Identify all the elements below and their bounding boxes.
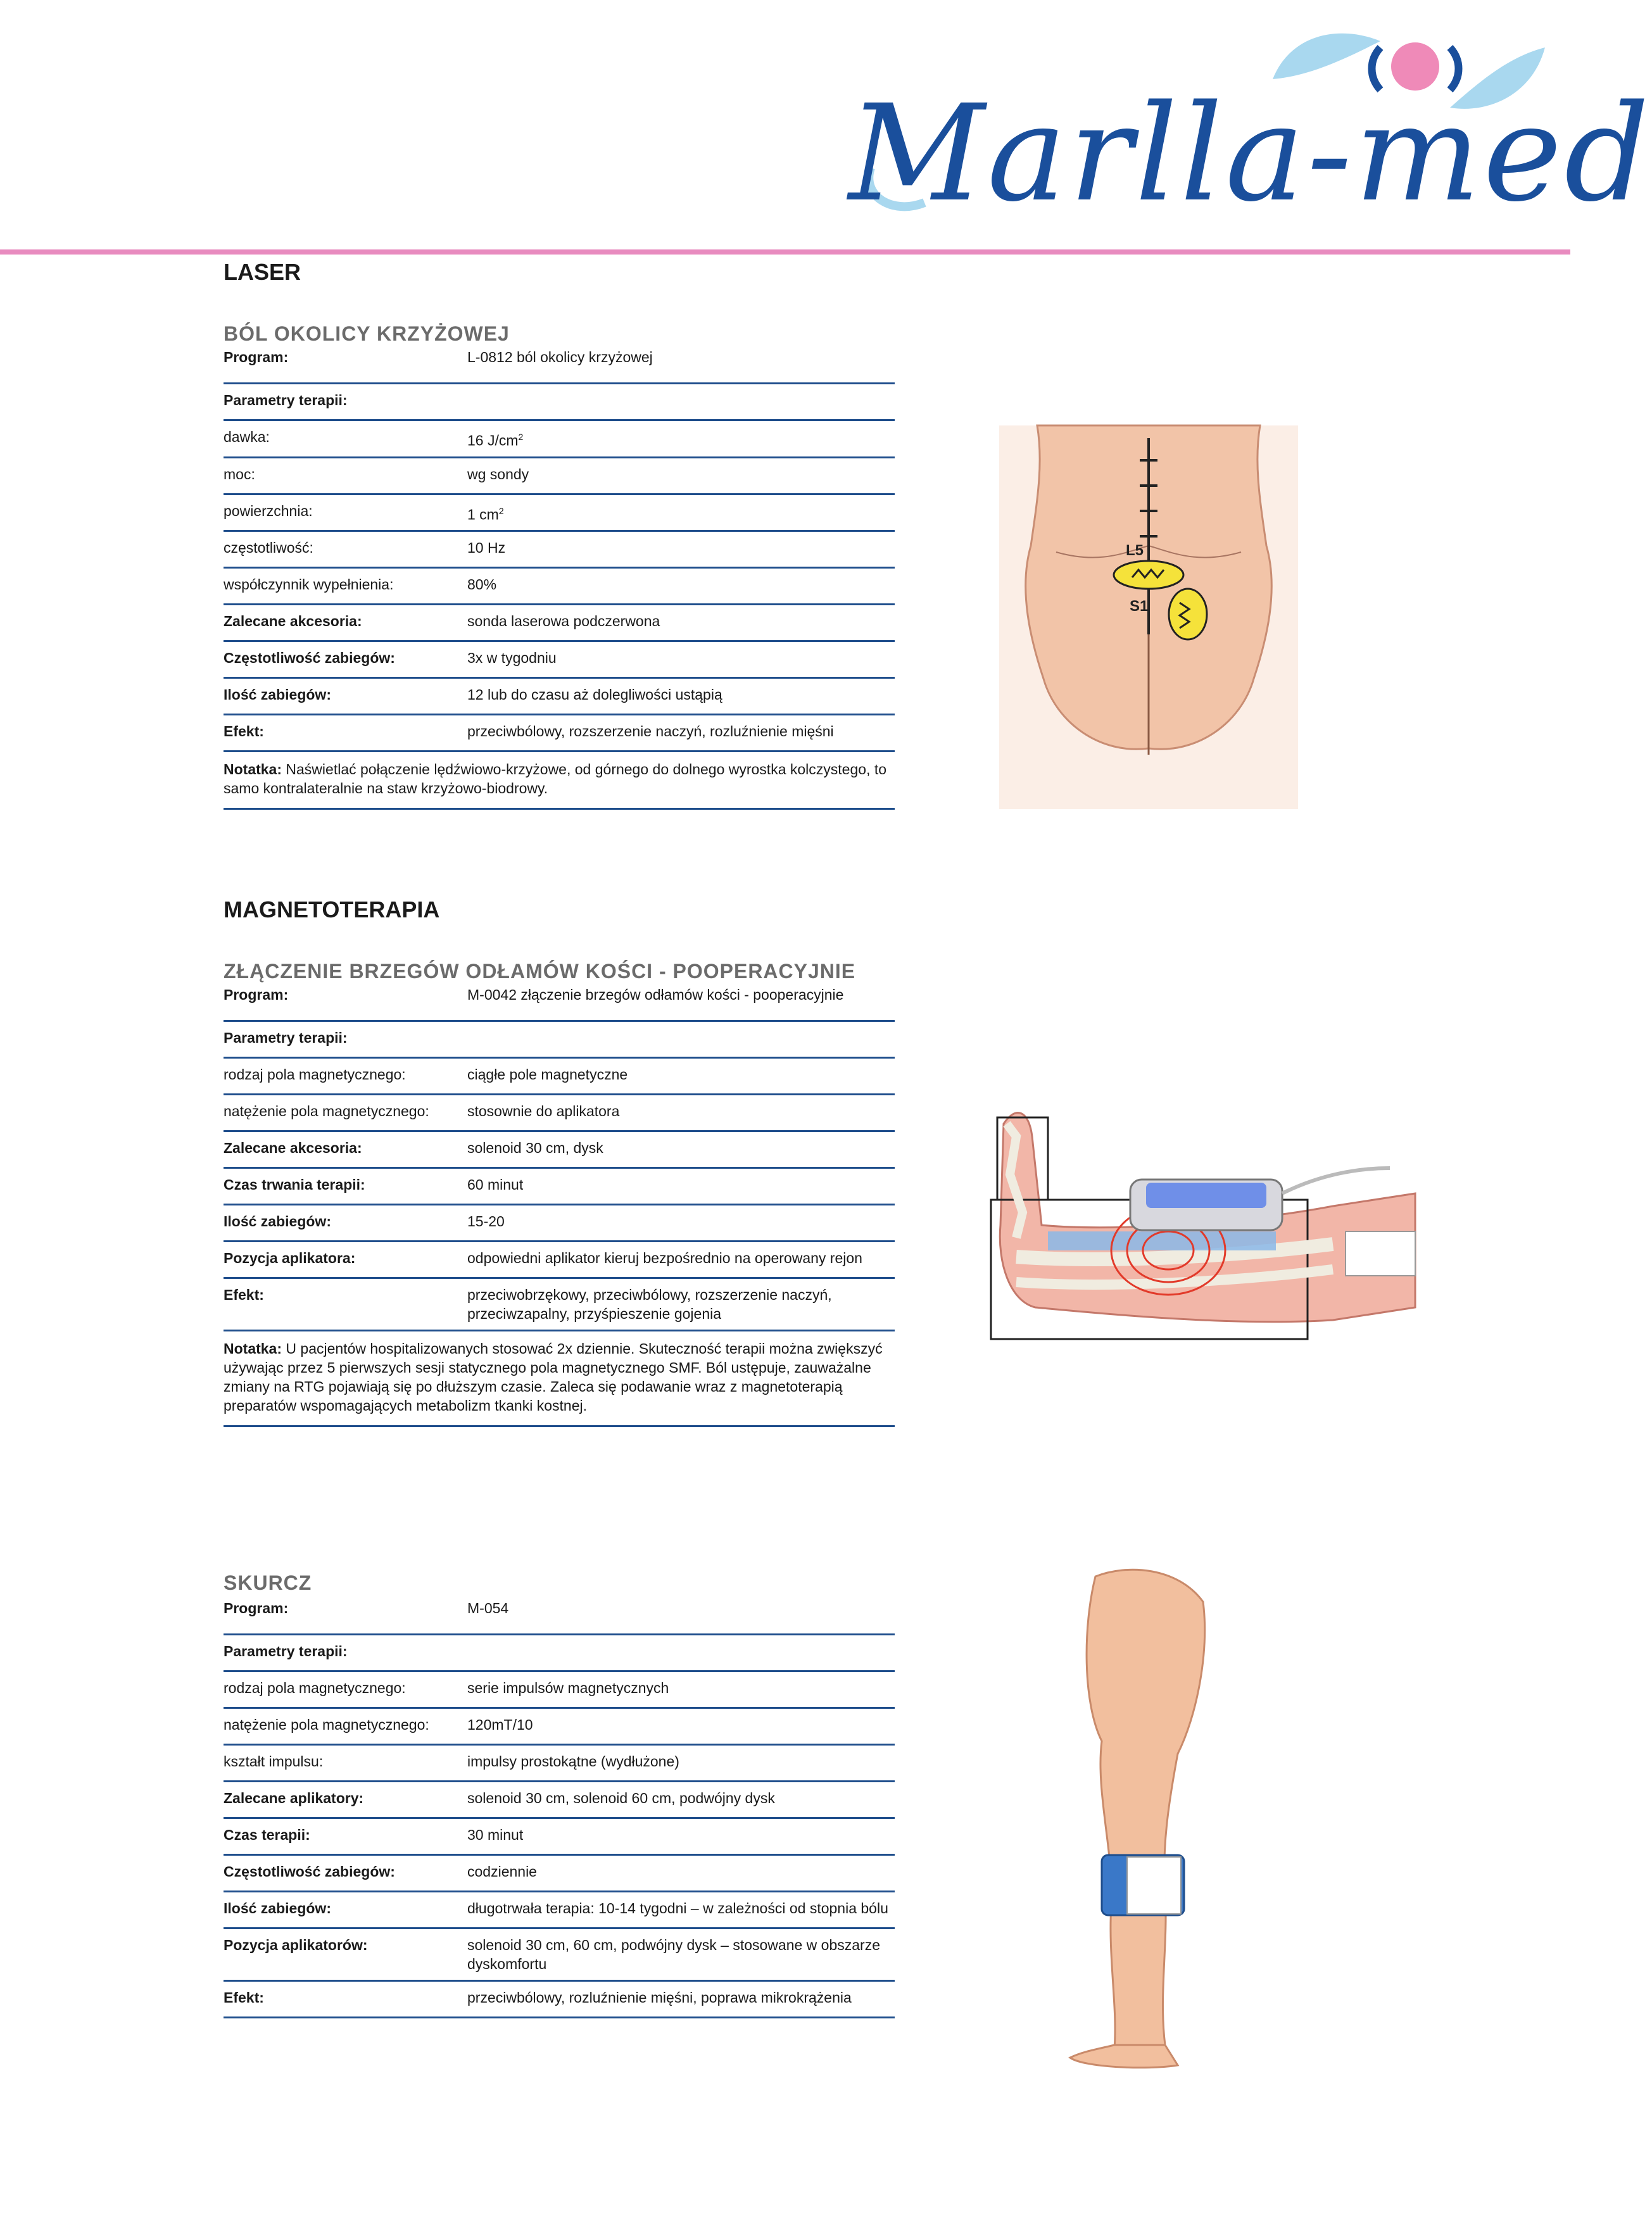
param-value (467, 1825, 895, 1847)
param-row (224, 1929, 895, 1982)
param-value (467, 1715, 895, 1737)
param-row (224, 1782, 895, 1819)
note-text: Naświetlać połączenie lędźwiowo-krzyżowe, od górnego do dolnego wyrostka kolczystego, to samo kontralateralnie na staw krzyżowo-biodrowy. (224, 761, 887, 797)
param-row (224, 642, 895, 679)
laser-note (224, 752, 895, 810)
param-value-text: długotrwała terapia: 10-14 tygodni – w zależności od stopnia bólu (467, 1900, 888, 1916)
param-value-text: 80% (467, 576, 497, 593)
param-value-text: solenoid 30 cm, dysk (467, 1140, 603, 1156)
param-row (224, 1856, 895, 1892)
param-row (224, 421, 895, 458)
param-value-superscript: 2 (498, 505, 504, 516)
param-row (224, 1279, 895, 1331)
param-value-text: 3x w tygodniu (467, 650, 557, 667)
param-value-superscript: 2 (518, 432, 524, 442)
params-label: Parametry terapii: (224, 392, 348, 408)
param-row (224, 715, 895, 752)
param-value-text: sonda laserowa podczerwona (467, 613, 660, 630)
param-label: częstotliwość: (224, 539, 313, 557)
params-label: Parametry terapii: (224, 1643, 348, 1659)
leg-solenoid-illustration (978, 1098, 1415, 1352)
param-label: natężenie pola magnetycznego: (224, 1103, 429, 1119)
param-row (224, 495, 895, 532)
param-row (224, 1746, 895, 1782)
lower-back-illustration (999, 425, 1298, 809)
param-row (224, 1205, 895, 1242)
param-label: Zalecane akcesoria: (224, 1140, 362, 1156)
laser-section (224, 256, 895, 810)
param-row (224, 1059, 895, 1095)
param-row (224, 1819, 895, 1856)
param-value-text: ciągłe pole magnetyczne (467, 1066, 628, 1083)
param-label: Ilość zabiegów: (224, 686, 331, 703)
param-value-text: 10 Hz (467, 539, 506, 557)
param-value (467, 1102, 895, 1124)
param-row (224, 605, 895, 642)
param-label: Czas trwania terapii: (224, 1176, 365, 1193)
param-row (224, 679, 895, 715)
section-title: LASER (224, 259, 301, 285)
magneto-param-list (224, 1059, 895, 1331)
params-row (224, 1635, 895, 1672)
param-value (467, 1988, 895, 2010)
param-label: powierzchnia: (224, 502, 313, 519)
leg-wrap-illustration (1057, 1564, 1228, 2070)
param-value-text: przeciwobrzękowy, przeciwbólowy, rozszerzenie naczyń, przeciwzapalny, przyśpieszenie gojenia (467, 1287, 832, 1322)
program-label: Program: (224, 349, 289, 365)
param-label: Efekt: (224, 723, 264, 740)
params-row (224, 1022, 895, 1059)
param-value-text: 12 lub do czasu aż dolegliwości ustąpią (467, 686, 722, 703)
param-value (467, 1899, 895, 1921)
param-value-text: 15-20 (467, 1213, 505, 1230)
skurcz-section (224, 1567, 895, 2018)
program-row (224, 348, 895, 384)
param-value (467, 648, 895, 670)
section-subtitle: BÓL OKOLICY KRZYŻOWEJ (224, 322, 510, 345)
param-label: Zalecane aplikatory: (224, 1790, 364, 1806)
param-value-text: codziennie (467, 1863, 537, 1880)
program-row (224, 985, 895, 1022)
program-label: Program: (224, 1600, 289, 1616)
param-label: Efekt: (224, 1287, 264, 1303)
program-value: M-054 (467, 1600, 509, 1616)
param-row (224, 569, 895, 605)
param-value (467, 1285, 895, 1323)
param-value (467, 1752, 895, 1774)
param-value (467, 1862, 895, 1884)
l5-label: L5 (1126, 542, 1144, 559)
param-value-text: stosownie do aplikatora (467, 1103, 620, 1119)
note-label: Notatka: (224, 1340, 282, 1357)
param-value-text: solenoid 30 cm, 60 cm, podwójny dysk – stosowane w obszarze dyskomfortu (467, 1937, 880, 1972)
param-row (224, 1672, 895, 1709)
param-label: natężenie pola magnetycznego: (224, 1716, 429, 1733)
param-label: Pozycja aplikatorów: (224, 1937, 368, 1953)
param-label: współczynnik wypełnienia: (224, 576, 394, 593)
s1-label: S1 (1130, 598, 1149, 615)
section-subtitle: SKURCZ (224, 1571, 312, 1594)
param-value-text: impulsy prostokątne (wydłużone) (467, 1753, 679, 1770)
param-label: kształt impulsu: (224, 1753, 324, 1770)
magneto-section (224, 894, 895, 1427)
param-label: dawka: (224, 429, 270, 445)
param-value (467, 722, 895, 744)
param-value-text: wg sondy (467, 465, 529, 482)
param-value-text: 120mT/10 (467, 1716, 533, 1733)
param-value-text: solenoid 30 cm, solenoid 60 cm, podwójny dysk (467, 1790, 775, 1806)
param-value-text: serie impulsów magnetycznych (467, 1680, 669, 1696)
note-text: U pacjentów hospitalizowanych stosować 2x dziennie. Skuteczność terapii można zwiększyć używając przez 5 pierwszych sesji statycznego pola magnetycznego SMF. Ból ustępuje, zauważalne zmiany na RTG pojawiają się po dłuższym czasie. Zaleca się podawanie wraz z magnetoterapią preparatów wspomagających metabolizm tkanki kostnej. (224, 1340, 883, 1414)
param-label: Efekt: (224, 1989, 264, 2006)
param-value-text: odpowiedni aplikator kieruj bezpośrednio na operowany rejon (467, 1250, 862, 1266)
magneto-note (224, 1331, 895, 1427)
param-value (467, 427, 895, 450)
skurcz-param-list (224, 1672, 895, 2018)
note-label: Notatka: (224, 761, 282, 778)
param-value (467, 465, 895, 487)
param-value (467, 1789, 895, 1811)
param-row (224, 1892, 895, 1929)
param-row (224, 1709, 895, 1746)
param-value (467, 1249, 895, 1271)
param-row (224, 532, 895, 569)
param-row (224, 1169, 895, 1205)
section-subtitle: ZŁĄCZENIE BRZEGÓW ODŁAMÓW KOŚCI - POOPERACYJNIE (224, 960, 856, 983)
param-label: Zalecane akcesoria: (224, 613, 362, 630)
param-value-text: 60 minut (467, 1176, 524, 1193)
param-label: Czas terapii: (224, 1827, 310, 1843)
param-value (467, 1212, 895, 1234)
program-value: L-0812 ból okolicy krzyżowej (467, 349, 653, 365)
param-value (467, 1138, 895, 1161)
param-label: Częstotliwość zabiegów: (224, 650, 395, 667)
params-label: Parametry terapii: (224, 1029, 348, 1046)
param-label: rodzaj pola magnetycznego: (224, 1066, 406, 1083)
params-row (224, 384, 895, 421)
param-row (224, 458, 895, 495)
brand-name: Marlla-med (848, 76, 1652, 231)
param-value-text: 16 J/cm (467, 432, 519, 449)
param-label: Ilość zabiegów: (224, 1213, 331, 1230)
program-label: Program: (224, 986, 289, 1003)
section-title: MAGNETOTERAPIA (224, 897, 440, 922)
param-value-text: przeciwbólowy, rozluźnienie mięśni, poprawa mikrokrążenia (467, 1989, 852, 2006)
param-value-text: 30 minut (467, 1827, 524, 1843)
param-row (224, 1242, 895, 1279)
param-value (467, 575, 895, 597)
header-divider (0, 249, 1570, 255)
param-label: moc: (224, 465, 255, 482)
param-value (467, 685, 895, 707)
param-value-text: przeciwbólowy, rozszerzenie naczyń, rozluźnienie mięśni (467, 723, 834, 740)
param-row (224, 1982, 895, 2018)
param-label: rodzaj pola magnetycznego: (224, 1680, 406, 1696)
param-value (467, 1065, 895, 1087)
param-value (467, 1175, 895, 1197)
param-value (467, 612, 895, 634)
laser-param-list (224, 421, 895, 752)
param-label: Pozycja aplikatora: (224, 1250, 356, 1266)
param-value (467, 1935, 895, 1973)
program-row (224, 1599, 895, 1635)
param-row (224, 1095, 895, 1132)
param-row (224, 1132, 895, 1169)
param-value (467, 538, 895, 560)
param-value-text: 1 cm (467, 506, 499, 523)
param-label: Częstotliwość zabiegów: (224, 1863, 395, 1880)
param-label: Ilość zabiegów: (224, 1900, 331, 1916)
param-value (467, 501, 895, 524)
program-value: M-0042 złączenie brzegów odłamów kości - pooperacyjnie (467, 986, 844, 1003)
brand-logo (848, 19, 1652, 234)
param-value (467, 1678, 895, 1701)
